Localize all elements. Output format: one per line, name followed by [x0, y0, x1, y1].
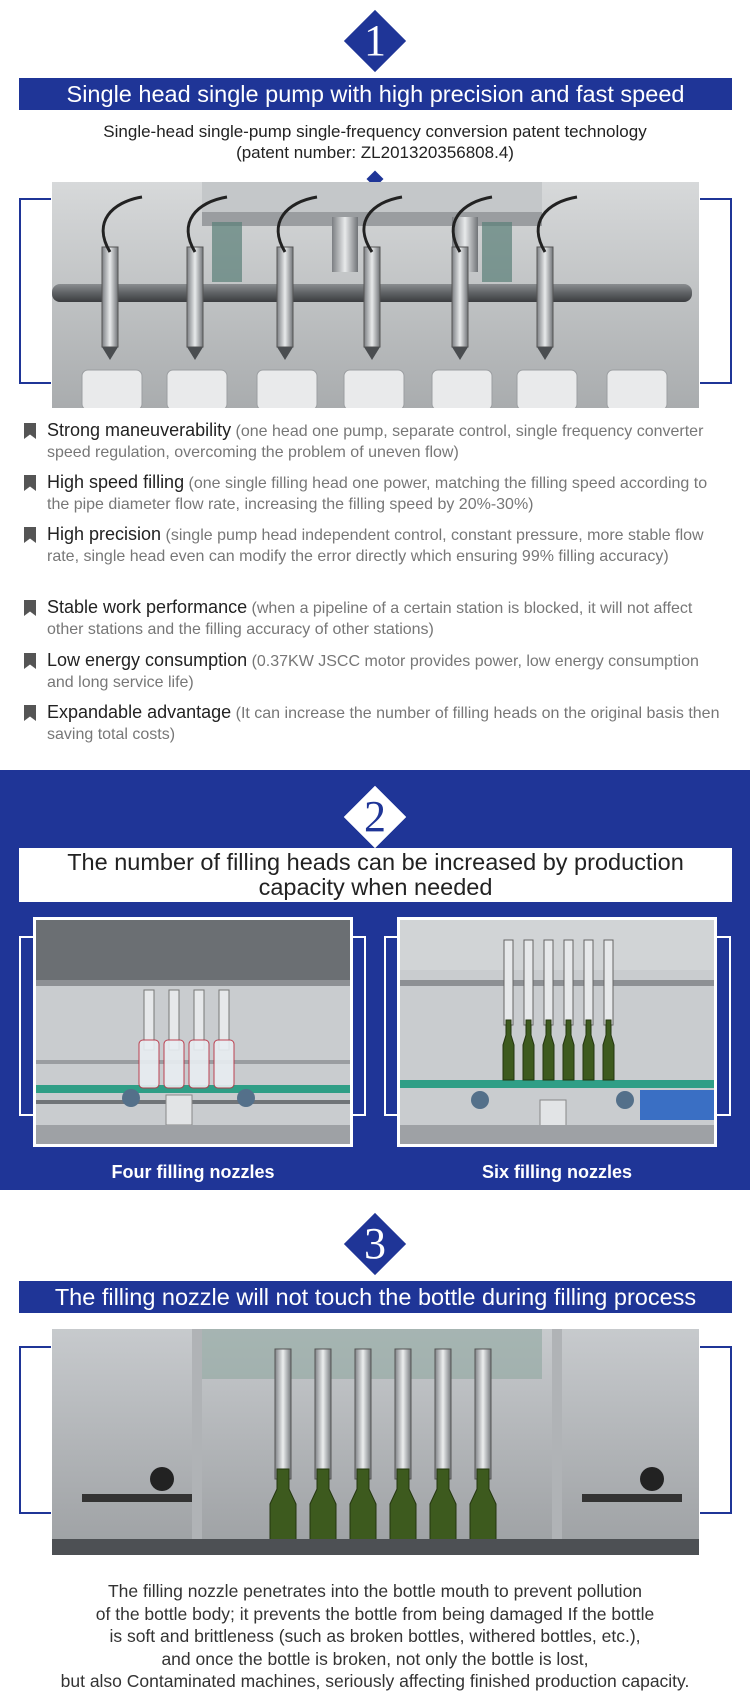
banner-line: The number of filling heads can be increased by production	[67, 849, 684, 875]
feature-text	[47, 650, 724, 693]
caption-six-nozzles: Six filling nozzles	[481, 1162, 633, 1182]
section-2	[0, 770, 750, 1190]
bookmark-icon	[24, 475, 36, 491]
feature-text	[47, 420, 724, 463]
subtitle-line: Single-head single-pump single-frequency conversion patent technology	[103, 122, 647, 141]
paragraph-line: of the bottle body; it prevents the bottle from being damaged If the bottle	[95, 1603, 655, 1624]
feature-item	[24, 702, 724, 745]
feature-title: Expandable advantage	[47, 702, 232, 722]
paragraph-line: but also Contaminated machines, seriously affecting finished production capacity.	[60, 1671, 690, 1691]
feature-title: Stable work performance	[47, 597, 248, 617]
bookmark-icon	[24, 705, 36, 721]
four-nozzles-photo	[33, 917, 353, 1147]
feature-item	[24, 650, 724, 693]
section-1-subtitle	[0, 121, 750, 163]
paragraph-line: and once the bottle is broken, not only the bottle is lost,	[161, 1648, 589, 1669]
banner-line: capacity when needed	[258, 874, 493, 900]
bookmark-icon	[24, 423, 36, 439]
feature-title: High precision	[47, 524, 162, 544]
bookmark-icon	[24, 653, 36, 669]
feature-item	[24, 420, 724, 463]
section-2-banner	[19, 848, 732, 902]
section-1-banner: Single head single pump with high precision and fast speed	[19, 78, 732, 110]
section-3-banner: The filling nozzle will not touch the bottle during filling process	[19, 1281, 732, 1313]
feature-title: High speed filling	[47, 472, 185, 492]
frame-bracket-left	[19, 936, 33, 1116]
feature-text	[47, 702, 724, 745]
frame-bracket-right	[352, 936, 366, 1116]
feature-desc: (single pump head independent control, constant pressure, more stable flow rate, single head even can modify the error directly which ensuring 99% filling accuracy)	[47, 527, 704, 565]
section-number: 3	[364, 1219, 386, 1268]
six-nozzles-photo	[397, 917, 717, 1147]
frame-bracket-left	[19, 198, 51, 384]
feature-text	[47, 597, 724, 640]
paragraph-line: is soft and brittleness (such as broken bottles, withered bottles, etc.),	[109, 1626, 641, 1646]
description-paragraph	[20, 1580, 730, 1693]
feature-desc: (0.37KW JSCC motor provides power, low energy consumption and long service life)	[47, 653, 699, 691]
feature-item	[24, 524, 724, 567]
bookmark-icon	[24, 600, 36, 616]
feature-text	[47, 472, 724, 515]
frame-bracket-left	[19, 1346, 51, 1514]
subtitle-line: (patent number: ZL201320356808.4)	[236, 143, 514, 162]
bookmark-icon	[24, 527, 36, 543]
frame-bracket-right	[717, 936, 731, 1116]
feature-item	[24, 472, 724, 515]
section-number: 2	[364, 792, 386, 841]
frame-bracket-right	[700, 1346, 732, 1514]
feature-desc: (when a pipeline of a certain station is blocked, it will not affect other stations and the filling accuracy of other stations)	[47, 600, 693, 638]
caption-four-nozzles: Four filling nozzles	[111, 1162, 275, 1182]
section-number: 1	[364, 16, 386, 65]
paragraph-line: The filling nozzle penetrates into the bottle mouth to prevent pollution	[107, 1581, 643, 1601]
section-number-badge	[344, 10, 406, 72]
feature-text	[47, 524, 724, 567]
section-number-badge	[344, 786, 406, 848]
feature-title: Low energy consumption	[47, 650, 248, 670]
feature-desc: (one head one pump, separate control, single frequency converter speed regulation, overcoming the problem of uneven flow)	[47, 423, 704, 461]
section-number-badge	[344, 1213, 406, 1275]
feature-desc: (one single filling head one power, matching the filling speed according to the pipe diameter flow rate, increasing the filling speed by 20%-30%)	[47, 475, 708, 513]
frame-bracket-right	[700, 198, 732, 384]
feature-desc: (It can increase the number of filling heads on the original basis then saving total costs)	[47, 705, 720, 743]
nozzle-bottle-photo	[52, 1329, 699, 1555]
feature-item	[24, 597, 724, 640]
feature-title: Strong maneuverability	[47, 420, 232, 440]
filling-heads-photo	[52, 182, 699, 408]
frame-bracket-left	[384, 936, 398, 1116]
